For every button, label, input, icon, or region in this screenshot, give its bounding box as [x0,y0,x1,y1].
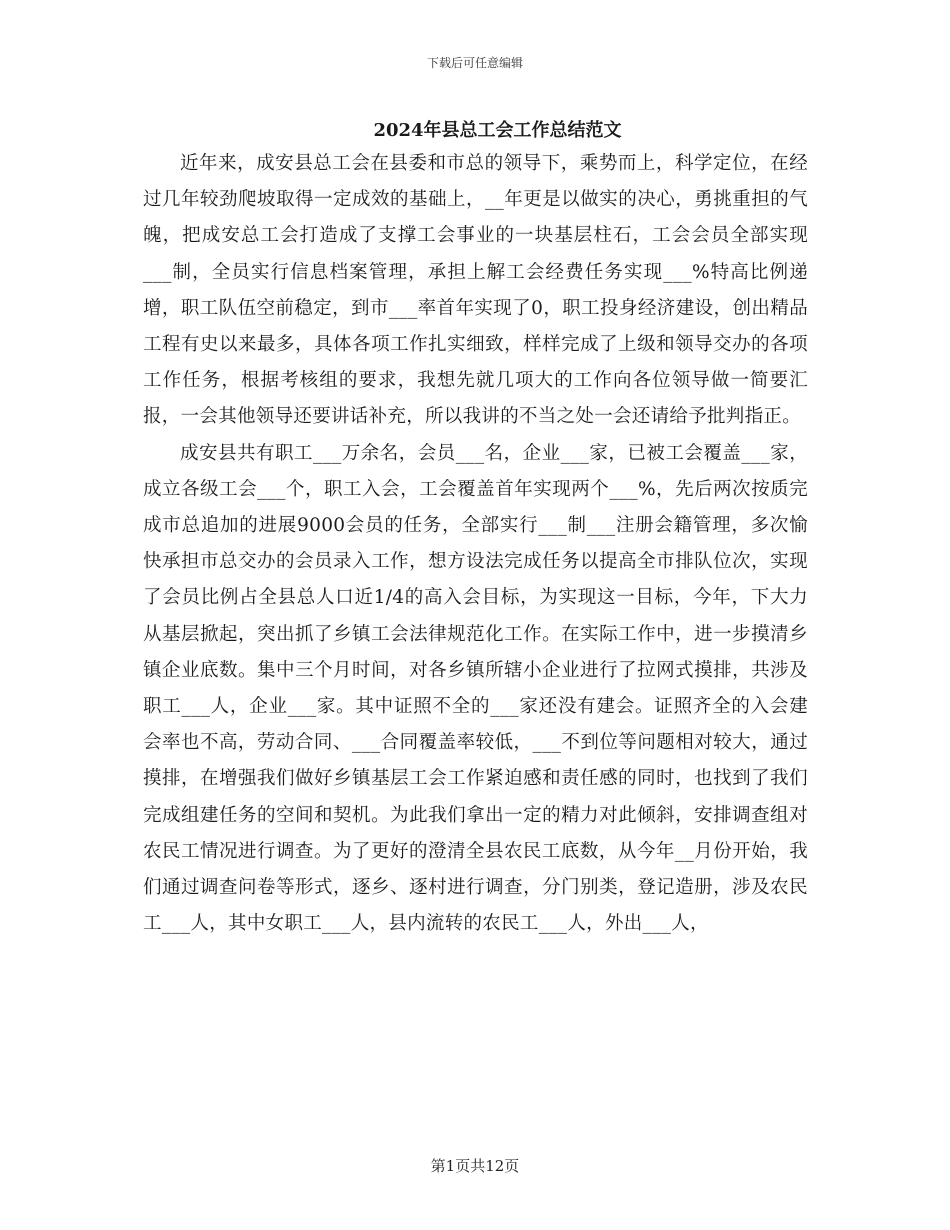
document-body [143,146,808,942]
paragraph-2: 成安县共有职工___万余名，会员___名，企业___家，已被工会覆盖___家，成立各级工会___个，职工入会，工会覆盖首年实现两个___%，先后两次按质完成市总追加的进展9000会员的任务，全部实行___制___注册会籍管理，多次愉快承担市总交办的会员录入工作，想方设法完成任务以提高全市排队位次，实现了会员比例占全县总人口近1/4的高入会目标，为实现这一目标，今年，下大力从基层掀起，突出抓了乡镇工会法律规范化工作。在实际工作中，进一步摸清乡镇企业底数。集中三个月时间，对各乡镇所辖小企业进行了拉网式摸排，共涉及职工___人，企业___家。其中证照不全的___家还没有建会。证照齐全的入会建会率也不高，劳动合同、___合同覆盖率较低，___不到位等问题相对较大，通过摸排，在增强我们做好乡镇基层工会工作紧迫感和责任感的同时，也找到了我们完成组建任务的空间和契机。为此我们拿出一定的精力对此倾斜，安排调查组对农民工情况进行调查。为了更好的澄清全县农民工底数，从今年__月份开始，我们通过调查问卷等形式，逐乡、逐村进行调查，分门别类，登记造册，涉及农民工___人，其中女职工___人，县内流转的农民工___人，外出___人， [143,442,808,935]
paragraph-1: 近年来，成安县总工会在县委和市总的领导下，乘势而上，科学定位，在经过几年较劲爬坡取得一定成效的基础上，__年更是以做实的决心，勇挑重担的气魄，把成安总工会打造成了支撑工会事业的一块基层柱石，工会会员全部实现___制，全员实行信息档案管理，承担上解工会经费任务实现___%特高比例递增，职工队伍空前稳定，到市___率首年实现了0，职工投身经济建设，创出精品工程有史以来最多，具体各项工作扎实细致，样样完成了上级和领导交办的各项工作任务，根据考核组的要求，我想先就几项大的工作向各位领导做一简要汇报，一会其他领导还要讲话补充，所以我讲的不当之处一会还请给予批判指正。 [143,153,808,428]
page-number-footer: 第1页共12页 [430,1157,520,1175]
header-note: 下载后可任意编辑 [426,56,523,70]
document-title: 2024年县总工会工作总结范文 [373,120,622,141]
